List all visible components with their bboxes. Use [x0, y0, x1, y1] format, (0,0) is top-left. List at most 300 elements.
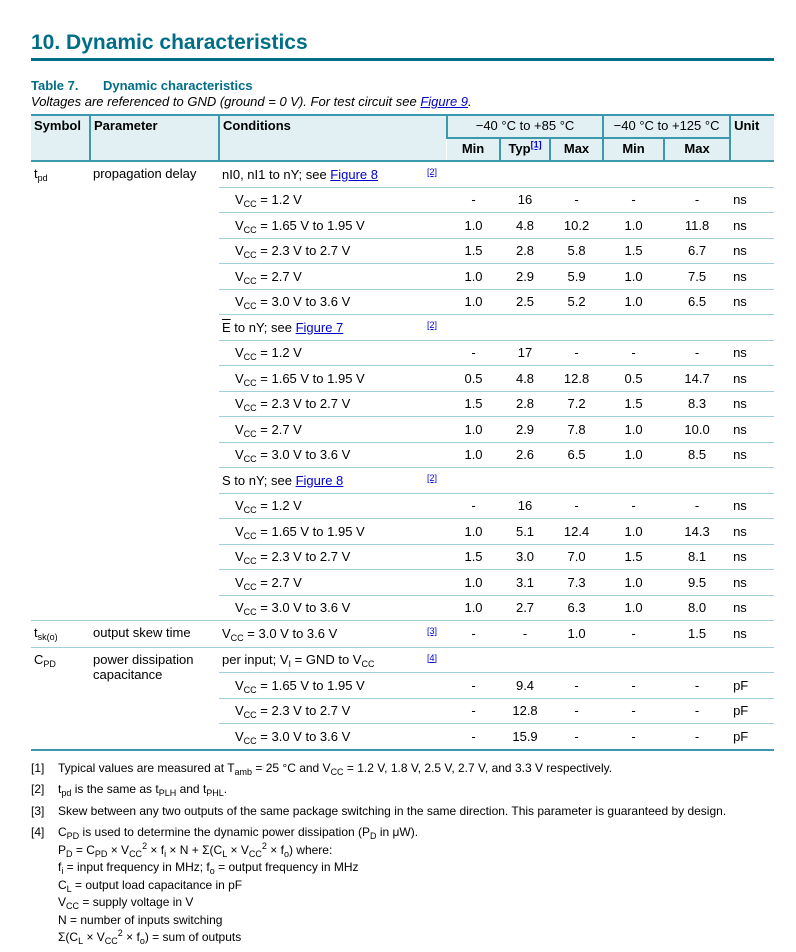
unit-cell: ns — [730, 417, 774, 443]
value-min-85 — [447, 161, 500, 187]
value-min-125: 1.5 — [603, 544, 664, 570]
footnote-ref-cell — [424, 621, 447, 648]
value-typ-85 — [500, 468, 550, 494]
value-min-85: 1.0 — [447, 289, 500, 315]
value-max-125: 8.0 — [664, 595, 730, 621]
subscript: CC — [230, 633, 244, 644]
table-row — [31, 647, 774, 673]
condition-cell — [219, 595, 424, 621]
subscript: o — [139, 936, 145, 946]
subscript: pd — [37, 173, 48, 183]
unit-cell: ns — [730, 187, 774, 213]
footnote-ref-cell — [424, 289, 447, 315]
text: t — [34, 625, 38, 640]
text: in μW). — [376, 825, 419, 839]
text: × f — [147, 842, 165, 857]
text: = 3.0 V to 3.6 V — [256, 294, 351, 310]
text: = 2.3 V to 2.7 V — [256, 243, 351, 259]
footnote-link[interactable]: [4] — [427, 652, 438, 663]
symbol-cell — [31, 161, 90, 621]
value-typ-85: 2.9 — [500, 417, 550, 443]
footnote-ref-cell — [424, 673, 447, 699]
text: = output load capacitance in pF — [71, 877, 243, 892]
condition-cell — [219, 570, 424, 596]
subscript: amb — [234, 766, 253, 777]
header-range-125: −40 °C to +125 °C — [603, 115, 730, 138]
text: × N + Σ(C — [166, 842, 223, 857]
value-typ-85: 2.9 — [500, 264, 550, 290]
value-min-85: 0.5 — [447, 366, 500, 392]
value-min-85: 1.0 — [447, 213, 500, 239]
text: = output frequency in MHz — [214, 860, 359, 874]
condition-cell — [219, 340, 424, 366]
value-min-85 — [447, 315, 500, 341]
value-typ-85: 4.8 — [500, 366, 550, 392]
value-min-85: - — [447, 340, 500, 366]
text: to nY; see — [230, 319, 296, 335]
parameter-cell: power dissipation capacitance — [90, 647, 219, 750]
text: V — [235, 728, 244, 744]
header-min: Min — [447, 138, 500, 161]
text: V — [235, 243, 244, 259]
subscript: o — [283, 848, 289, 859]
value-min-85: 1.0 — [447, 264, 500, 290]
table-title: Dynamic characteristics — [103, 78, 253, 93]
unit-cell — [730, 468, 774, 494]
text: = 1.65 V to 1.95 V — [256, 677, 365, 693]
value-typ-85: 16 — [500, 493, 550, 519]
footnote-line — [58, 782, 227, 796]
footnote-ref-cell — [424, 519, 447, 545]
unit-cell: ns — [730, 570, 774, 596]
subscript: CC — [129, 848, 143, 859]
footnote-ref-cell — [424, 340, 447, 366]
header-range-85: −40 °C to +85 °C — [447, 115, 603, 138]
value-min-125: 1.0 — [603, 417, 664, 443]
value-max-125 — [664, 647, 730, 673]
figure-9-link[interactable]: Figure 9 — [420, 94, 469, 109]
footnote-link[interactable]: [2] — [427, 320, 438, 330]
parameter-cell: propagation delay — [90, 161, 219, 621]
footnote-line — [58, 825, 418, 839]
value-typ-85: 15.9 — [500, 724, 550, 750]
unit-cell — [730, 161, 774, 187]
value-typ-85: 9.4 — [500, 673, 550, 699]
table-note-end: . — [468, 94, 472, 109]
value-max-85: 7.0 — [550, 544, 603, 570]
value-min-85: 1.0 — [447, 442, 500, 468]
dynamic-characteristics-table — [31, 114, 774, 751]
subscript: CC — [243, 224, 257, 235]
overline-text: $\overline{E}$ — [222, 319, 231, 335]
text: . — [223, 782, 228, 796]
text: Skew between any two outputs of the same package switching in the same direction. This parameter is guaranteed by design. — [58, 803, 727, 818]
value-typ-85: 12.8 — [500, 698, 550, 724]
footnote-ref-cell — [424, 724, 447, 750]
footnotes — [31, 761, 774, 948]
footnote — [31, 761, 774, 779]
value-max-125: 7.5 — [664, 264, 730, 290]
condition-cell — [219, 315, 424, 341]
table-row — [31, 161, 774, 187]
condition-cell — [219, 264, 424, 290]
value-min-125: - — [603, 698, 664, 724]
value-max-85: - — [550, 673, 603, 699]
value-min-85: - — [447, 621, 500, 648]
text: is used to determine the dynamic power dissipation (P — [79, 825, 370, 839]
text: P — [58, 842, 67, 857]
value-max-85: 7.8 — [550, 417, 603, 443]
value-min-85: - — [447, 698, 500, 724]
value-min-125 — [603, 468, 664, 494]
text: = 1.2 V — [256, 192, 302, 208]
subscript: I — [288, 659, 292, 670]
value-min-125: 1.0 — [603, 213, 664, 239]
text: ) where: — [288, 842, 333, 857]
page — [31, 0, 774, 948]
subscript: i — [61, 866, 64, 876]
value-max-85: - — [550, 493, 603, 519]
footnote-ref-cell — [424, 213, 447, 239]
footnote-ref-cell — [424, 493, 447, 519]
value-min-125: - — [603, 493, 664, 519]
unit-cell: ns — [730, 238, 774, 264]
value-typ-85: 3.1 — [500, 570, 550, 596]
value-max-125 — [664, 161, 730, 187]
footnote-link[interactable]: [3] — [427, 626, 438, 636]
value-min-125: 1.0 — [603, 519, 664, 545]
text: × V — [227, 842, 249, 857]
text: × f — [122, 930, 140, 944]
unit-cell: ns — [730, 493, 774, 519]
typ-footnote-link[interactable]: [1] — [530, 139, 542, 150]
value-max-125: 10.0 — [664, 417, 730, 443]
value-max-125: - — [664, 493, 730, 519]
figure-link[interactable]: Figure 7 — [295, 319, 344, 335]
text: = input frequency in MHz; f — [63, 860, 210, 874]
value-max-85: 6.5 — [550, 442, 603, 468]
footnote-link[interactable]: [2] — [427, 167, 438, 177]
text: × V — [83, 930, 105, 944]
condition-cell — [219, 647, 424, 673]
value-min-125 — [603, 315, 664, 341]
condition-cell — [219, 187, 424, 213]
condition-cell — [219, 519, 424, 545]
value-min-125: 1.0 — [603, 570, 664, 596]
value-max-85: 10.2 — [550, 213, 603, 239]
footnote-ref-cell — [424, 647, 447, 673]
condition-cell — [219, 442, 424, 468]
header-parameter: Parameter — [90, 115, 219, 161]
unit-cell: ns — [730, 340, 774, 366]
footnote-ref-cell — [424, 442, 447, 468]
subscript: CC — [243, 581, 257, 592]
value-max-125: - — [664, 698, 730, 724]
text: = 2.3 V to 2.7 V — [256, 396, 351, 412]
text: V — [235, 523, 244, 539]
subscript: CC — [243, 454, 257, 465]
subscript: CC — [361, 659, 375, 670]
value-typ-85: - — [500, 621, 550, 648]
text: f — [58, 860, 62, 874]
text: V — [235, 600, 244, 616]
footnote-body — [58, 804, 726, 822]
condition-cell — [219, 468, 424, 494]
text: × f — [266, 842, 284, 857]
text: Typical values are measured at T — [58, 760, 235, 775]
subscript: CC — [243, 352, 257, 363]
subscript: CC — [243, 275, 257, 286]
subscript: CC — [243, 530, 257, 541]
condition-cell — [219, 621, 424, 648]
subscript: CC — [243, 735, 257, 746]
value-min-125: 1.0 — [603, 264, 664, 290]
section-title: 10. Dynamic characteristics — [31, 31, 308, 54]
footnote-ref-cell — [424, 264, 447, 290]
footnote-key: [4] — [31, 825, 45, 839]
parameter-cell: output skew time — [90, 621, 219, 648]
value-min-85: - — [447, 187, 500, 213]
text: V — [235, 396, 244, 412]
text: V — [235, 447, 244, 463]
footnote-link[interactable]: [2] — [427, 473, 438, 483]
footnote — [31, 804, 774, 822]
value-typ-85: 17 — [500, 340, 550, 366]
subscript: CC — [248, 848, 262, 859]
unit-cell — [730, 647, 774, 673]
text: V — [235, 703, 244, 719]
value-typ-85: 16 — [500, 187, 550, 213]
text: N = number of inputs switching — [58, 912, 223, 927]
text: V — [235, 498, 244, 514]
text: × V — [107, 842, 130, 857]
subscript: D — [66, 848, 73, 859]
value-max-125: - — [664, 340, 730, 366]
text: V — [235, 217, 244, 233]
value-max-85: 5.9 — [550, 264, 603, 290]
subscript: PD — [66, 831, 80, 841]
value-min-85: 1.0 — [447, 417, 500, 443]
figure-link[interactable]: Figure 8 — [295, 472, 344, 488]
value-max-85 — [550, 315, 603, 341]
subscript: PD — [94, 848, 108, 859]
subscript: L — [66, 883, 72, 894]
text: ) = sum of outputs — [144, 930, 242, 944]
condition-cell — [219, 161, 424, 187]
unit-cell — [730, 315, 774, 341]
text: is the same as t — [71, 782, 159, 796]
text: = C — [72, 842, 95, 857]
footnote-line — [58, 840, 418, 859]
footnote-line — [58, 804, 726, 818]
superscript: 2 — [117, 928, 123, 938]
value-typ-85: 4.8 — [500, 213, 550, 239]
condition-cell — [219, 391, 424, 417]
value-typ-85: 3.0 — [500, 544, 550, 570]
subscript: sk(o) — [37, 632, 58, 642]
text: = 3.0 V to 3.6 V — [256, 600, 351, 616]
value-max-85: 12.4 — [550, 519, 603, 545]
header-max-125: Max — [664, 138, 730, 161]
subscript: CC — [243, 505, 257, 516]
table-caption — [31, 78, 774, 94]
condition-cell — [219, 724, 424, 750]
value-max-125: 8.1 — [664, 544, 730, 570]
value-max-125: 6.5 — [664, 289, 730, 315]
value-max-125: 8.3 — [664, 391, 730, 417]
text: t — [58, 782, 62, 796]
condition-cell — [219, 366, 424, 392]
value-typ-85: 2.8 — [500, 238, 550, 264]
value-typ-85: 2.6 — [500, 442, 550, 468]
subscript: L — [222, 848, 228, 859]
text: = 2.3 V to 2.7 V — [256, 549, 351, 565]
subscript: PD — [43, 658, 56, 669]
subscript: CC — [330, 766, 344, 777]
unit-cell: ns — [730, 213, 774, 239]
value-typ-85: 2.8 — [500, 391, 550, 417]
footnote-line — [58, 878, 418, 892]
value-min-85: 1.0 — [447, 570, 500, 596]
footnote-ref-cell — [424, 161, 447, 187]
unit-cell: ns — [730, 289, 774, 315]
value-max-85 — [550, 161, 603, 187]
value-max-85: - — [550, 724, 603, 750]
subscript: PLH — [158, 788, 177, 798]
text: V — [235, 268, 244, 284]
condition-cell — [219, 289, 424, 315]
value-typ-85: 2.5 — [500, 289, 550, 315]
text: V — [235, 421, 244, 437]
footnote-ref-cell — [424, 391, 447, 417]
text: V — [235, 370, 244, 386]
value-typ-85 — [500, 647, 550, 673]
value-min-125: - — [603, 673, 664, 699]
condition-cell — [219, 238, 424, 264]
subscript: L — [78, 936, 84, 946]
text: = GND to V — [291, 652, 362, 668]
header-unit: Unit — [730, 115, 774, 161]
footnote-line — [58, 761, 612, 775]
text: = 1.65 V to 1.95 V — [256, 370, 365, 386]
value-max-125: 9.5 — [664, 570, 730, 596]
table-row — [31, 621, 774, 648]
footnote-key: [2] — [31, 782, 45, 796]
subscript: CC — [243, 428, 257, 439]
value-min-85: 1.5 — [447, 544, 500, 570]
text: V — [235, 192, 244, 208]
value-min-125: 1.0 — [603, 595, 664, 621]
value-min-85: 1.0 — [447, 595, 500, 621]
value-max-85: - — [550, 340, 603, 366]
subscript: CC — [66, 901, 80, 911]
value-min-85: 1.0 — [447, 519, 500, 545]
text: V — [235, 294, 244, 310]
subscript: CC — [104, 936, 118, 946]
condition-cell — [219, 417, 424, 443]
text: per input; V — [222, 652, 289, 668]
value-max-125: 8.5 — [664, 442, 730, 468]
footnote-body — [58, 782, 227, 800]
footnote-ref-cell — [424, 595, 447, 621]
header-max: Max — [550, 138, 603, 161]
text: = 3.0 V to 3.6 V — [256, 447, 351, 463]
footnote-ref-cell — [424, 570, 447, 596]
value-min-85: - — [447, 724, 500, 750]
unit-cell: ns — [730, 391, 774, 417]
footnote-line — [58, 860, 418, 874]
footnote-key: [3] — [31, 803, 45, 818]
value-max-125: - — [664, 673, 730, 699]
condition-cell — [219, 698, 424, 724]
value-min-85: - — [447, 493, 500, 519]
condition-cell — [219, 673, 424, 699]
footnote-ref-cell — [424, 544, 447, 570]
superscript: 2 — [261, 840, 267, 851]
text: = 1.2 V — [256, 345, 302, 361]
text: = 3.0 V to 3.6 V — [256, 728, 351, 744]
value-min-125 — [603, 647, 664, 673]
unit-cell: ns — [730, 442, 774, 468]
text: = 1.65 V to 1.95 V — [256, 217, 365, 233]
value-max-125 — [664, 315, 730, 341]
value-min-125 — [603, 161, 664, 187]
text: = 1.2 V — [256, 498, 302, 514]
text: V — [235, 549, 244, 565]
value-max-125: - — [664, 187, 730, 213]
value-min-125: 0.5 — [603, 366, 664, 392]
header-symbol: Symbol — [31, 115, 90, 161]
value-min-125: 1.0 — [603, 289, 664, 315]
table-body — [31, 161, 774, 750]
text: C — [34, 651, 44, 667]
value-min-125: 1.0 — [603, 442, 664, 468]
value-typ-85 — [500, 161, 550, 187]
value-max-85: 6.3 — [550, 595, 603, 621]
footnote — [31, 825, 774, 948]
text: V — [235, 677, 244, 693]
value-max-85: 5.8 — [550, 238, 603, 264]
footnote — [31, 782, 774, 800]
text: Σ(C — [58, 930, 79, 944]
condition-cell — [219, 493, 424, 519]
header-typ-label: Typ — [508, 141, 531, 156]
value-max-85 — [550, 468, 603, 494]
value-min-85 — [447, 468, 500, 494]
superscript: 2 — [142, 840, 148, 851]
text: C — [58, 877, 67, 892]
subscript: CC — [243, 684, 257, 695]
text: and t — [176, 782, 207, 796]
value-min-85 — [447, 647, 500, 673]
header-conditions: Conditions — [219, 115, 447, 161]
value-max-85 — [550, 647, 603, 673]
figure-link[interactable]: Figure 8 — [330, 166, 378, 182]
value-max-85: 5.2 — [550, 289, 603, 315]
unit-cell: ns — [730, 366, 774, 392]
unit-cell: pF — [730, 698, 774, 724]
text: C — [58, 825, 67, 839]
value-typ-85: 2.7 — [500, 595, 550, 621]
value-max-125: 6.7 — [664, 238, 730, 264]
subscript: CC — [243, 250, 257, 261]
subscript: D — [370, 831, 377, 841]
unit-cell: ns — [730, 595, 774, 621]
symbol-cell — [31, 647, 90, 750]
text: t — [34, 166, 38, 181]
value-min-125: 1.5 — [603, 238, 664, 264]
table-note-text: Voltages are referenced to GND (ground = 0 V). For test circuit see — [31, 94, 421, 109]
